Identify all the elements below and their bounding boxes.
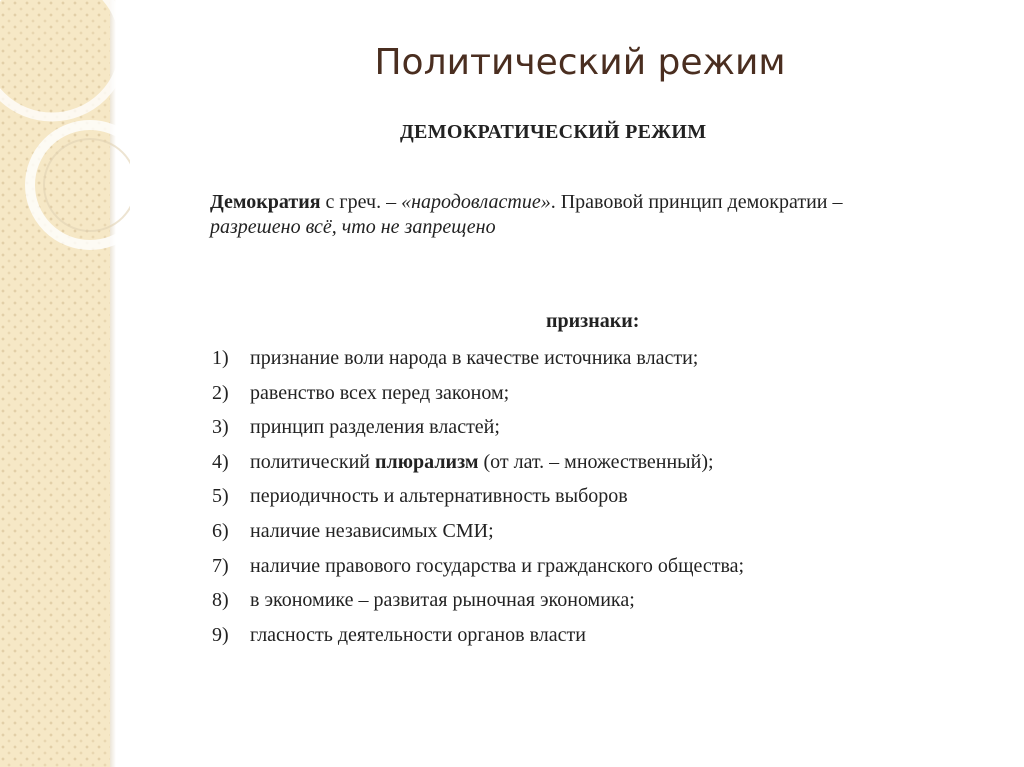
item-text: равенство всех перед законом; <box>250 381 510 404</box>
item-text: признание воли народа в качестве источника власти; <box>250 347 699 369</box>
item-number: 4) <box>212 450 229 473</box>
item-number: 3) <box>212 416 229 439</box>
list-item <box>212 621 744 656</box>
item-text-before: политический <box>250 450 375 473</box>
list-item <box>212 448 744 483</box>
item-text: наличие правового государства и гражданского общества; <box>250 554 745 577</box>
list-item <box>212 413 744 448</box>
item-number: 7) <box>212 554 229 577</box>
list-item <box>212 552 744 587</box>
definition-principle: разрешено всё, что не запрещено <box>210 216 496 238</box>
item-number: 9) <box>212 623 229 646</box>
item-text-after: (от лат. – множественный); <box>478 450 714 473</box>
item-number: 2) <box>212 381 229 404</box>
definition-origin: с греч. – <box>320 191 402 213</box>
list-item <box>212 482 744 517</box>
list-item <box>212 344 744 379</box>
item-text: наличие независимых СМИ; <box>250 519 494 542</box>
item-text: принцип разделения властей; <box>250 416 500 439</box>
item-number: 6) <box>212 519 229 542</box>
item-text-bold: плюрализм <box>375 450 479 473</box>
list-item <box>212 517 744 552</box>
definition-principle-prefix: . Правовой принцип демократии – <box>550 191 843 213</box>
decorative-rings <box>0 0 130 260</box>
item-text: гласность деятельности органов власти <box>250 623 586 646</box>
features-heading: признаки: <box>546 310 640 332</box>
item-number: 8) <box>212 589 229 612</box>
item-text: периодичность и альтернативность выборов <box>250 485 628 508</box>
slide-title: Политический режим <box>374 42 786 83</box>
features-list <box>212 344 744 655</box>
list-item <box>212 379 744 414</box>
definition-paragraph <box>210 190 1000 240</box>
list-item <box>212 586 744 621</box>
item-number: 1) <box>212 347 229 369</box>
slide-subtitle: ДЕМОКРАТИЧЕСКИЙ РЕЖИМ <box>400 121 707 143</box>
item-number: 5) <box>212 485 229 508</box>
definition-meaning: «народовластие» <box>401 191 551 213</box>
definition-term: Демократия <box>210 191 321 213</box>
item-text: в экономике – развитая рыночная экономика; <box>250 589 635 612</box>
